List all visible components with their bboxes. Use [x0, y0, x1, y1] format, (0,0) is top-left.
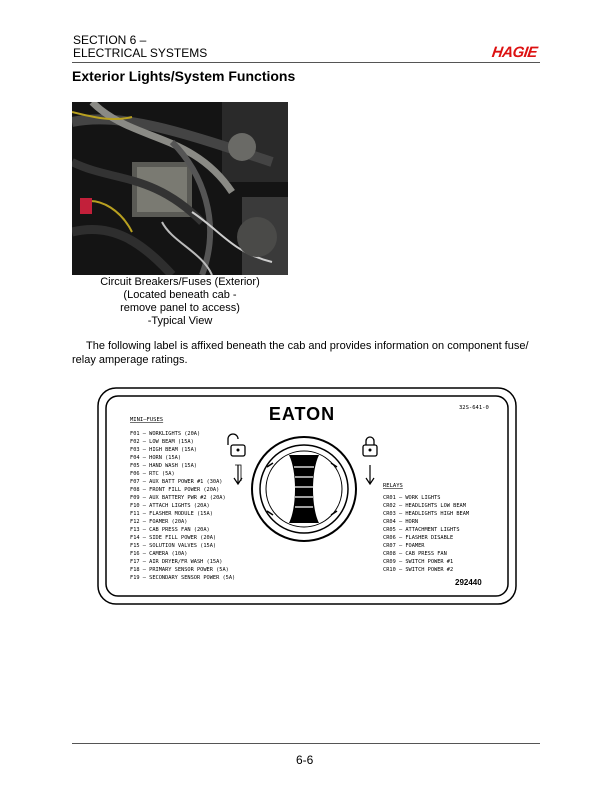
list-item: CR05 – ATTACHMENT LIGHTS	[383, 527, 460, 533]
mini-fuses-title: MINI–FUSES	[130, 417, 164, 423]
list-item: F05 – HAND WASH (15A)	[130, 463, 197, 469]
photo-caption	[72, 276, 288, 328]
list-item: CR08 – CAB PRESS FAN	[383, 551, 447, 557]
list-item: CR10 – SWITCH POWER #2	[383, 567, 454, 573]
lock-icon	[363, 437, 377, 456]
circuit-breaker-photo	[72, 102, 288, 275]
fuse-relay-label	[97, 387, 517, 605]
list-item: F04 – HORN (15A)	[130, 455, 182, 461]
arrow-down-icon	[234, 465, 242, 484]
arrow-down-icon	[366, 465, 374, 484]
list-item: F16 – CAMERA (10A)	[130, 551, 188, 557]
list-item: F01 – WORKLIGHTS (20A)	[130, 431, 201, 437]
list-item: CR06 – FLASHER DISABLE	[383, 535, 454, 541]
eaton-logo: EATON	[268, 404, 336, 424]
list-item: F09 – AUX BATTERY PWR #2 (20A)	[130, 495, 226, 501]
list-item: F13 – CAB PRESS FAN (20A)	[130, 527, 210, 533]
list-item: F10 – ATTACH LIGHTS (20A)	[130, 503, 210, 509]
list-item: CR01 – WORK LIGHTS	[383, 495, 441, 501]
relay-list	[383, 495, 469, 573]
list-item: F17 – AIR DRYER/FR WASH (15A)	[130, 559, 223, 565]
list-item: CR04 – HORN	[383, 519, 419, 525]
caption-line: (Located beneath cab -	[123, 289, 237, 301]
header-rule	[72, 62, 540, 63]
unlock-icon	[228, 434, 245, 456]
list-item: CR03 – HEADLIGHTS HIGH BEAM	[383, 511, 470, 517]
list-item: F19 – SECONDARY SENSOR POWER (5A)	[130, 575, 236, 581]
list-item: F06 – RTC (5A)	[130, 471, 175, 477]
caption-line: remove panel to access)	[120, 302, 240, 314]
part-code: 32S-641-0	[459, 405, 489, 411]
list-item: F11 – FLASHER MODULE (15A)	[130, 511, 213, 517]
list-item: F07 – AUX BATT POWER #1 (30A)	[130, 479, 223, 485]
list-item: F02 – LOW BEAM (15A)	[130, 439, 194, 445]
body-paragraph	[72, 339, 542, 367]
mini-fuse-list	[130, 431, 235, 581]
section-title: ELECTRICAL SYSTEMS	[73, 46, 208, 60]
relays-title: RELAYS	[383, 483, 403, 489]
page-title: Exterior Lights/System Functions	[72, 68, 296, 84]
list-item: F15 – SOLUTION VALVES (15A)	[130, 543, 217, 549]
footer-rule	[72, 743, 540, 744]
body-text: The following label is affixed beneath the cab and provides information on component fuse/ relay amperage ratings.	[72, 340, 529, 366]
caption-line: -Typical View	[147, 315, 213, 327]
list-item: F14 – SIDE FILL POWER (20A)	[130, 535, 217, 541]
page-number: 6-6	[296, 753, 314, 767]
hagie-logo: HAGIE	[490, 44, 539, 61]
list-item: F18 – PRIMARY SENSOR POWER (5A)	[130, 567, 229, 573]
list-item: F03 – HIGH BEAM (15A)	[130, 447, 197, 453]
list-item: CR02 – HEADLIGHTS LOW BEAM	[383, 503, 466, 509]
rotary-switch-icon	[252, 437, 356, 541]
caption-line: Circuit Breakers/Fuses (Exterior)	[100, 276, 260, 288]
section-number: SECTION 6 –	[73, 33, 147, 47]
list-item: CR07 – FOAMER	[383, 543, 425, 549]
part-number: 292440	[455, 578, 482, 587]
list-item: CR09 – SWITCH POWER #1	[383, 559, 454, 565]
list-item: F12 – FOAMER (20A)	[130, 519, 188, 525]
list-item: F08 – FRONT FILL POWER (20A)	[130, 487, 220, 493]
